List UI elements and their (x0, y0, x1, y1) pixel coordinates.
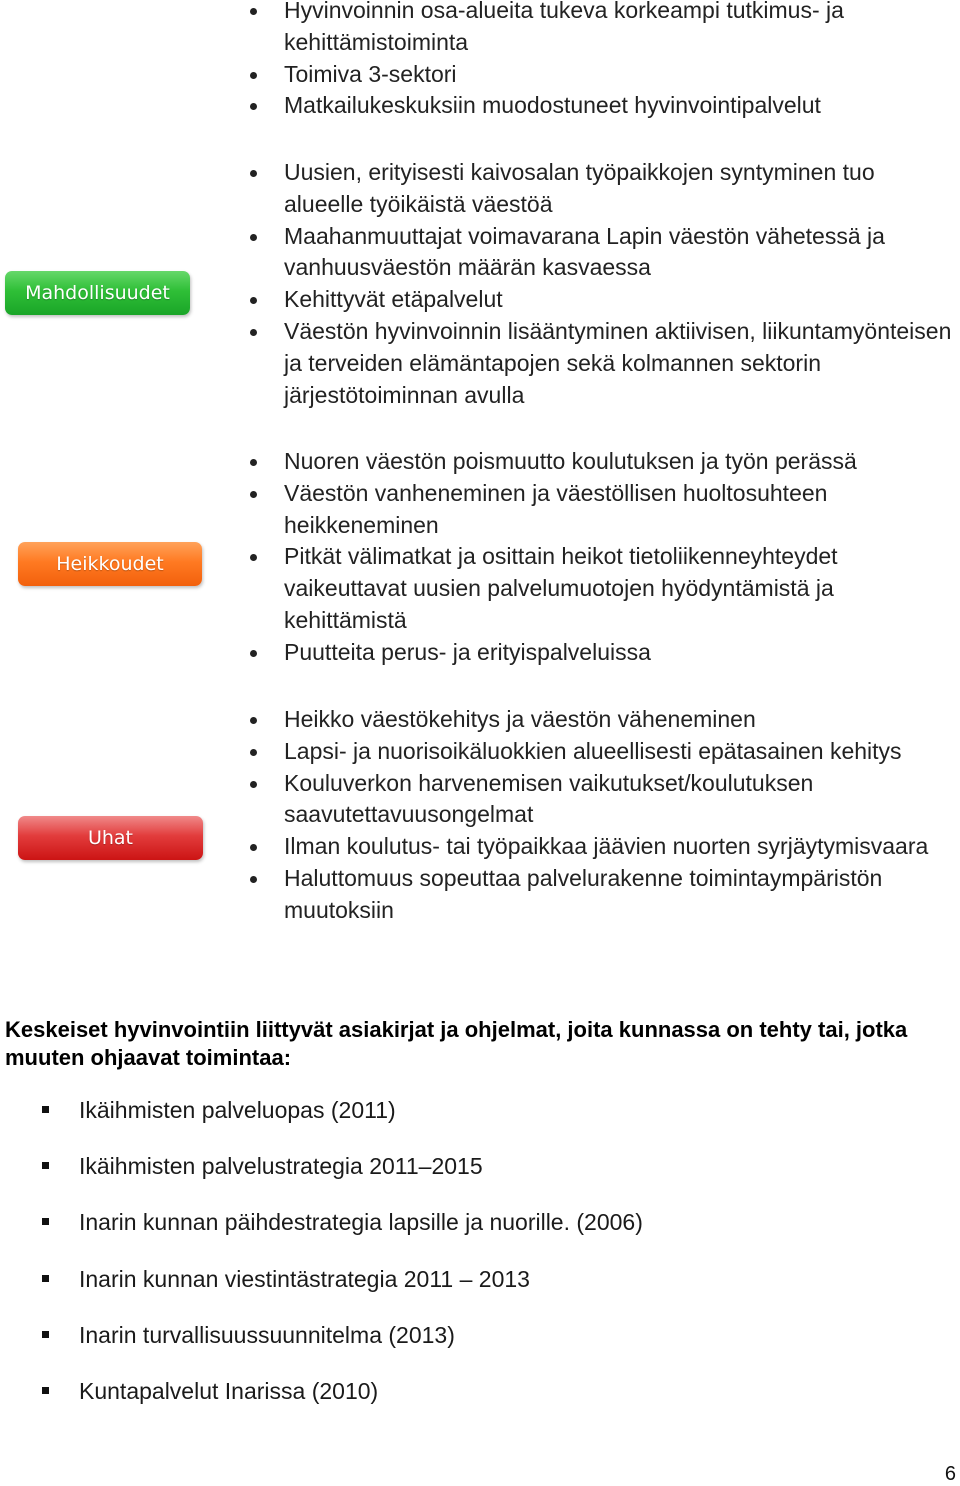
mahdollisuudet-badge: Mahdollisuudet (5, 271, 190, 315)
uhat-list (246, 704, 960, 927)
documents-heading: Keskeiset hyvinvointiin liittyvät asiakirjat ja ohjelmat, joita kunnassa on tehty tai, jotka muuten ohjaavat toimintaa: (5, 1017, 908, 1070)
document-item: Ikäihmisten palvelustrategia 2011–2015 (42, 1149, 643, 1205)
mahdollisuudet-list (246, 157, 960, 411)
document-item: Inarin kunnan päihdestrategia lapsille ja nuorille. (2006) (42, 1205, 643, 1261)
document-item: Inarin turvallisuussuunnitelma (2013) (42, 1318, 643, 1374)
list-item: Puutteita perus- ja erityispalveluissa (246, 637, 960, 669)
list-item: Kehittyvät etäpalvelut (246, 284, 960, 316)
heikkoudet-list (246, 446, 960, 669)
list-item: Toimiva 3-sektori (246, 59, 960, 91)
document-item: Kuntapalvelut Inarissa (2010) (42, 1374, 643, 1430)
list-item: Matkailukeskuksiin muodostuneet hyvinvointipalvelut (246, 90, 960, 122)
list-item: Kouluverkon harvenemisen vaikutukset/koulutuksen saavutettavuusongelmat (246, 768, 960, 832)
list-item: Haluttomuus sopeuttaa palvelurakenne toimintaympäristön muutoksiin (246, 863, 960, 927)
list-item: Ilman koulutus- tai työpaikkaa jäävien nuorten syrjäytymisvaara (246, 831, 960, 863)
list-item: Nuoren väestön poismuutto koulutuksen ja työn perässä (246, 446, 960, 478)
uhat-badge: Uhat (18, 816, 203, 860)
list-item: Heikko väestökehitys ja väestön väheneminen (246, 704, 960, 736)
heikkoudet-badge: Heikkoudet (18, 542, 202, 586)
list-item: Pitkät välimatkat ja osittain heikot tietoliikenneyhteydet vaikeuttavat uusien palvelumuotojen hyödyntämistä ja kehittämistä (246, 541, 960, 636)
list-item: Uusien, erityisesti kaivosalan työpaikkojen syntyminen tuo alueelle työikäistä väestöä (246, 157, 960, 221)
document-item: Ikäihmisten palveluopas (2011) (42, 1093, 643, 1149)
document-item: Inarin kunnan viestintästrategia 2011 – 2013 (42, 1262, 643, 1318)
list-item: Väestön vanheneminen ja väestöllisen huoltosuhteen heikkeneminen (246, 478, 960, 542)
list-item: Lapsi- ja nuorisoikäluokkien alueellisesti epätasainen kehitys (246, 736, 960, 768)
list-item: Hyvinvoinnin osa-alueita tukeva korkeampi tutkimus- ja kehittämistoiminta (246, 0, 960, 59)
documents-list (42, 1093, 643, 1430)
top-bullet-list (246, 0, 960, 122)
list-item: Maahanmuuttajat voimavarana Lapin väestön vähetessä ja vanhuusväestön määrän kasvaessa (246, 221, 960, 285)
page-number: 6 (944, 1463, 956, 1485)
list-item: Väestön hyvinvoinnin lisääntyminen aktiivisen, liikuntamyönteisen ja terveiden elämäntapojen sekä kolmannen sektorin järjestötoiminnan avulla (246, 316, 960, 411)
